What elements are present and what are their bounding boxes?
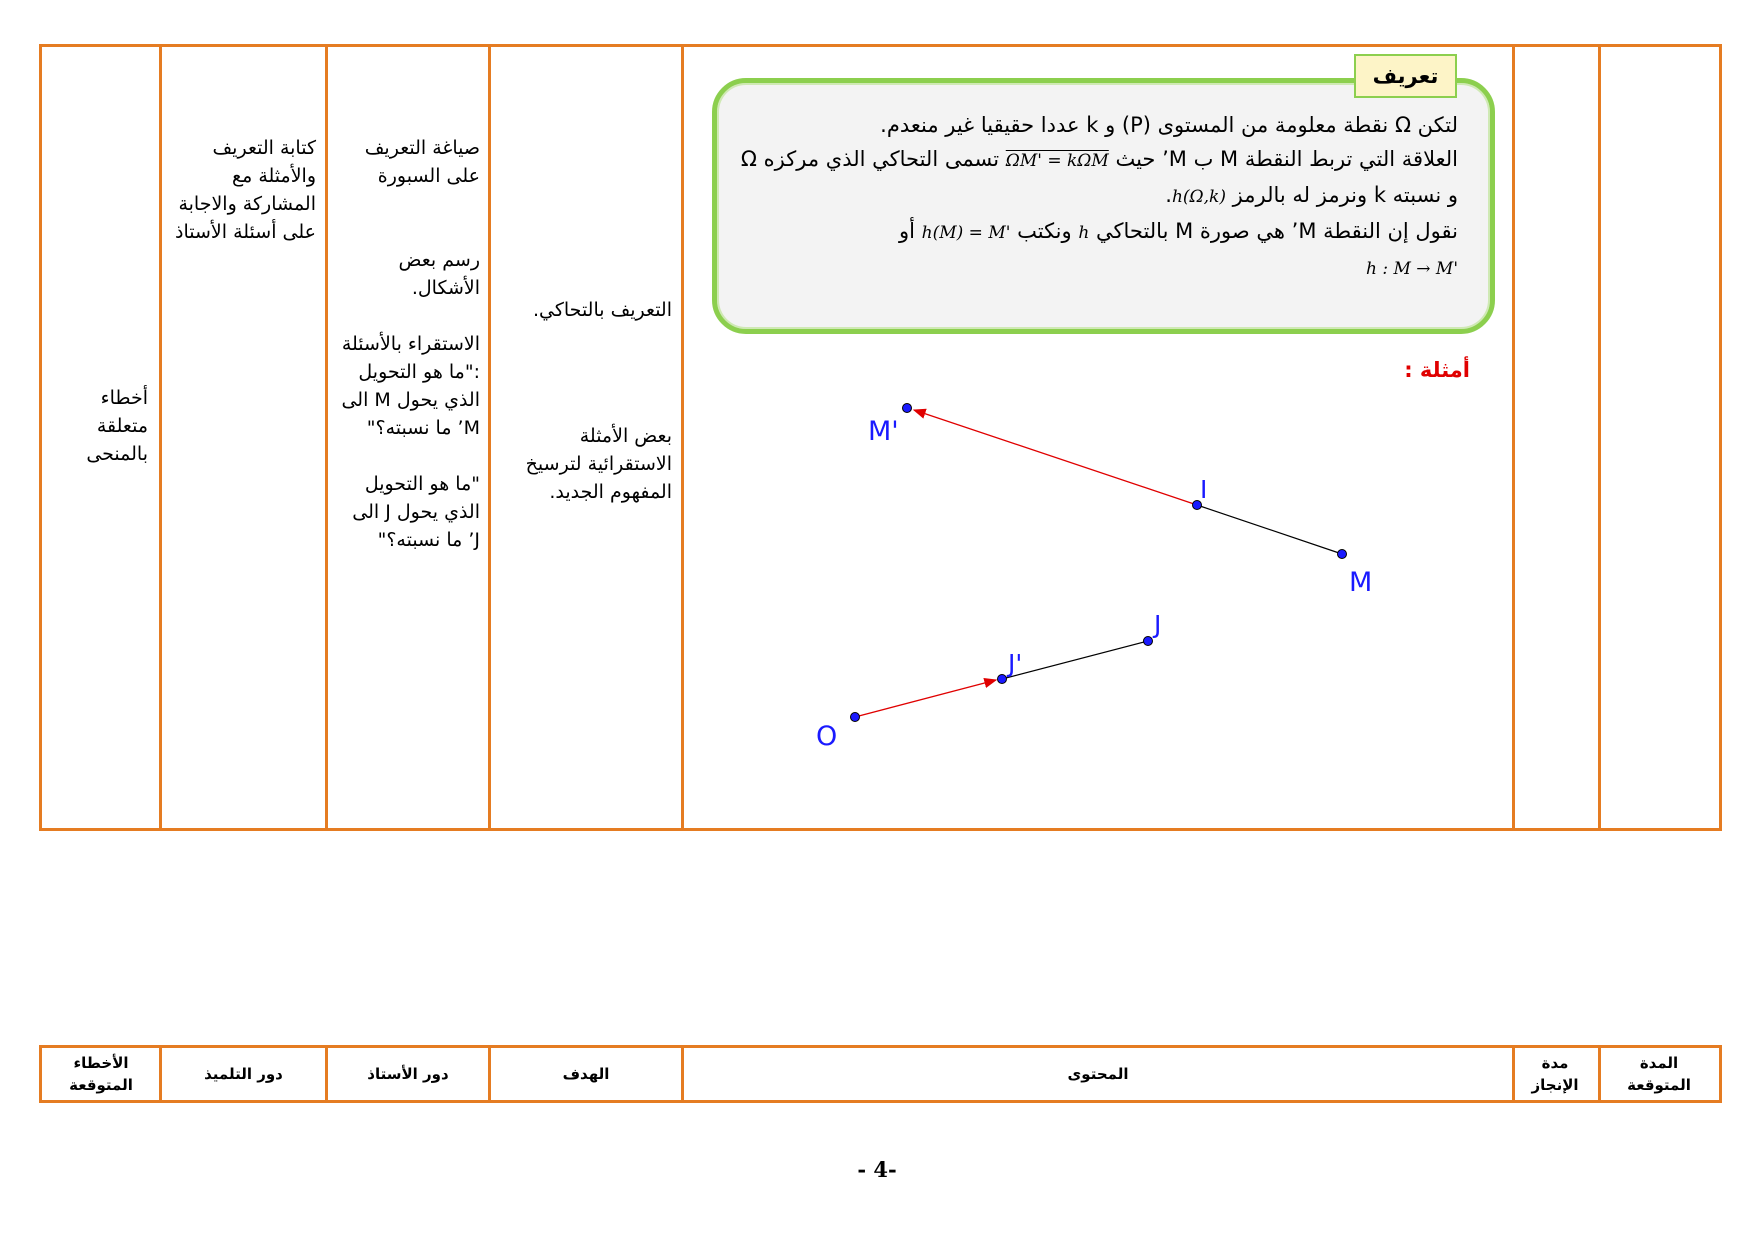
- footer-student: دور التلميذ: [204, 1065, 283, 1083]
- teacher-text-3: الاستقراء بالأسئلة :"ما هو التحويل الذي يحول M الى M’ ما نسبته؟": [341, 333, 480, 439]
- footer-col-border: [1512, 1045, 1515, 1103]
- footer-col-border: [39, 1045, 42, 1103]
- label-M: M: [1349, 567, 1373, 598]
- footer-bottom-border: [39, 1100, 1722, 1103]
- definition-line-3a: نقول إن النقطة M’ هي صورة M بالتحاكي: [1095, 219, 1458, 243]
- label-I: I: [1200, 475, 1208, 504]
- definition-line-3b: ونكتب: [1017, 219, 1072, 243]
- label-J: J: [1154, 610, 1162, 639]
- footer-col-border: [1598, 1045, 1601, 1103]
- formula-homothety-symbol: h(Ω,k): [1171, 187, 1226, 207]
- definition-line-1: لتكن Ω نقطة معلومة من المستوى (P) و k عددا حقيقيا غير منعدم.: [880, 113, 1458, 137]
- goal-text-1: التعريف بالتحاكي.: [532, 299, 672, 321]
- examples-title: أمثلة :: [1404, 358, 1470, 382]
- point-J: [1144, 637, 1153, 646]
- label-J-prime: J': [1008, 649, 1023, 678]
- footer-content: المحتوى: [1067, 1065, 1129, 1083]
- footer-expected-time: المدة المتوقعة: [1627, 1054, 1691, 1094]
- point-O: [851, 713, 860, 722]
- formula-mapping: h : M → M': [1365, 259, 1458, 279]
- vector-I-Mprime: [914, 410, 1197, 505]
- definition-line-2: العلاقة التي تربط النقطة M ب M’ حيث ΩM' = kΩM تسمى التحاكي الذي مركزه Ω و نسبته k ونرمز له بالرمز h(Ω,k).: [740, 147, 1458, 207]
- footer-teacher: دور الأستاذ: [367, 1065, 449, 1083]
- goal-text-2: بعض الأمثلة الاستقرائية لترسيخ المفهوم الجديد.: [525, 425, 672, 503]
- label-O: O: [816, 721, 838, 752]
- footer-col-border: [1719, 1045, 1722, 1103]
- definition-line-3c: أو: [898, 219, 915, 243]
- point-M-prime: [903, 404, 912, 413]
- definition-line-2b: تسمى التحاكي الذي مركزه Ω و نسبته k ونرمز له بالرمز: [740, 147, 1458, 207]
- segment-Jprime-J: [1002, 641, 1148, 679]
- student-text: كتابة التعريف والأمثلة مع المشاركة والاجابة على أسئلة الأستاذ: [175, 137, 316, 243]
- definition-line-2a: العلاقة التي تربط النقطة M ب M’ حيث: [1115, 147, 1458, 171]
- teacher-text-2: رسم بعض الأشكال.: [398, 249, 480, 299]
- segment-I-M: [1197, 505, 1342, 554]
- formula-image: h(M) = M': [921, 223, 1011, 243]
- formula-h: h: [1078, 223, 1090, 243]
- footer-achieve-time: مدة الإنجاز: [1531, 1054, 1579, 1094]
- errors-text: أخطاء متعلقة بالمنحى: [86, 387, 148, 465]
- footer-goal: الهدف: [562, 1065, 610, 1083]
- formula-vector-relation: ΩM' = kΩM: [1005, 151, 1109, 171]
- teacher-text-1: صياغة التعريف على السبورة: [364, 137, 480, 187]
- teacher-text-4: "ما هو التحويل الذي يحول J الى J’ ما نسبته؟": [352, 473, 480, 551]
- point-J-prime: [998, 675, 1007, 684]
- point-M: [1338, 550, 1347, 559]
- page-number: - 4-: [857, 1157, 897, 1182]
- vector-O-Jprime: [855, 680, 996, 717]
- label-M-prime: M': [868, 416, 899, 447]
- footer-errors: الأخطاء المتوقعة: [69, 1054, 133, 1094]
- definition-tag: تعريف: [1354, 54, 1457, 98]
